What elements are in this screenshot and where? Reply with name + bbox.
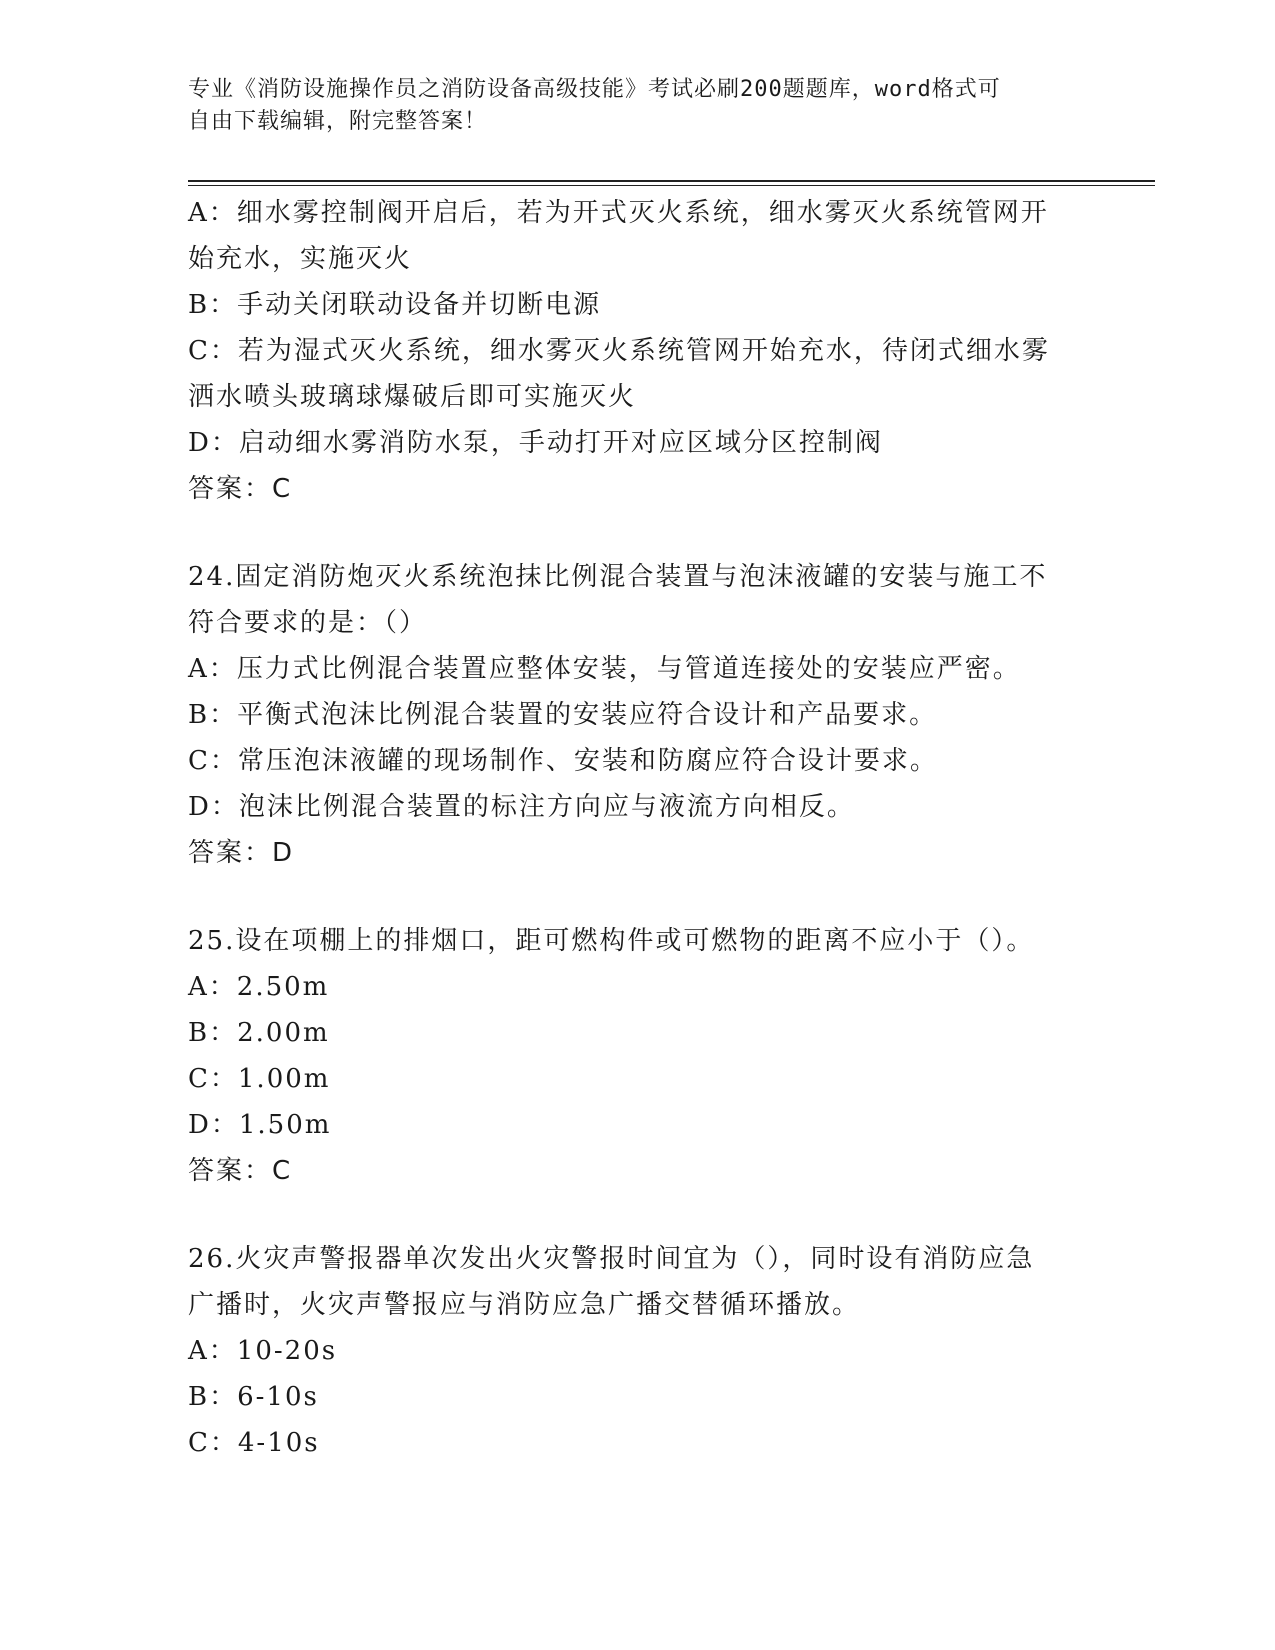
option-d: D：启动细水雾消防水泵，手动打开对应区域分区控制阀	[188, 428, 883, 458]
option-a: A：2.50m	[188, 972, 330, 1002]
option-a: A：压力式比例混合装置应整体安装，与管道连接处的安装应严密。	[188, 654, 1021, 684]
option-b: B：6-10s	[188, 1382, 319, 1412]
answer-text: 答案：D	[188, 838, 295, 868]
question-text-line-1: 24.固定消防炮灭火系统泡抹比例混合装置与泡沫液罐的安装与施工不	[188, 562, 1048, 592]
question-spacer	[188, 876, 1088, 918]
option-d: D：1.50m	[188, 1110, 332, 1140]
option-a-line-2: 始充水，实施灭火	[188, 244, 413, 274]
option-b: B：手动关闭联动设备并切断电源	[188, 290, 602, 320]
question-text-line-1: 26.火灾声警报器单次发出火灾警报时间宜为（），同时设有消防应急	[188, 1244, 1035, 1274]
option-c-line-1: C：若为湿式灭火系统，细水雾灭火系统管网开始充水，待闭式细水雾	[188, 336, 1050, 366]
option-b: B：2.00m	[188, 1018, 330, 1048]
question-26-block	[188, 1236, 1088, 1466]
answer-text: 答案：C	[188, 1156, 293, 1186]
option-a-line-1: A：细水雾控制阀开启后，若为开式灭火系统，细水雾灭火系统管网开	[188, 198, 1049, 228]
option-c: C：常压泡沫液罐的现场制作、安装和防腐应符合设计要求。	[188, 746, 938, 776]
option-d: D：泡沫比例混合装置的标注方向应与液流方向相反。	[188, 792, 855, 822]
document-header	[188, 74, 1068, 138]
answer-text: 答案：C	[188, 474, 293, 504]
question-text-line-2: 广播时，火灾声警报应与消防应急广播交替循环播放。	[188, 1290, 861, 1320]
option-b: B：平衡式泡沫比例混合装置的安装应符合设计和产品要求。	[188, 700, 938, 730]
option-a: A：10-20s	[188, 1336, 338, 1366]
header-rule-thin	[188, 185, 1155, 186]
header-rule-thick	[188, 180, 1155, 182]
question-24-block	[188, 554, 1088, 876]
question-23-block	[188, 190, 1088, 512]
question-spacer	[188, 512, 1088, 554]
question-text-line-2: 符合要求的是：（）	[188, 608, 428, 638]
option-c-line-2: 洒水喷头玻璃球爆破后即可实施灭火	[188, 382, 637, 412]
question-text-line-1: 25.设在项棚上的排烟口，距可燃构件或可燃物的距离不应小于（）。	[188, 926, 1035, 956]
question-25-block	[188, 918, 1088, 1194]
option-c: C：4-10s	[188, 1428, 320, 1458]
question-list	[188, 190, 1088, 1466]
header-line-2: 自由下载编辑，附完整答案！	[188, 109, 488, 134]
question-spacer	[188, 1194, 1088, 1236]
header-line-1: 专业《消防设施操作员之消防设备高级技能》考试必刷200题题库，word格式可	[188, 77, 1001, 102]
option-c: C：1.00m	[188, 1064, 331, 1094]
